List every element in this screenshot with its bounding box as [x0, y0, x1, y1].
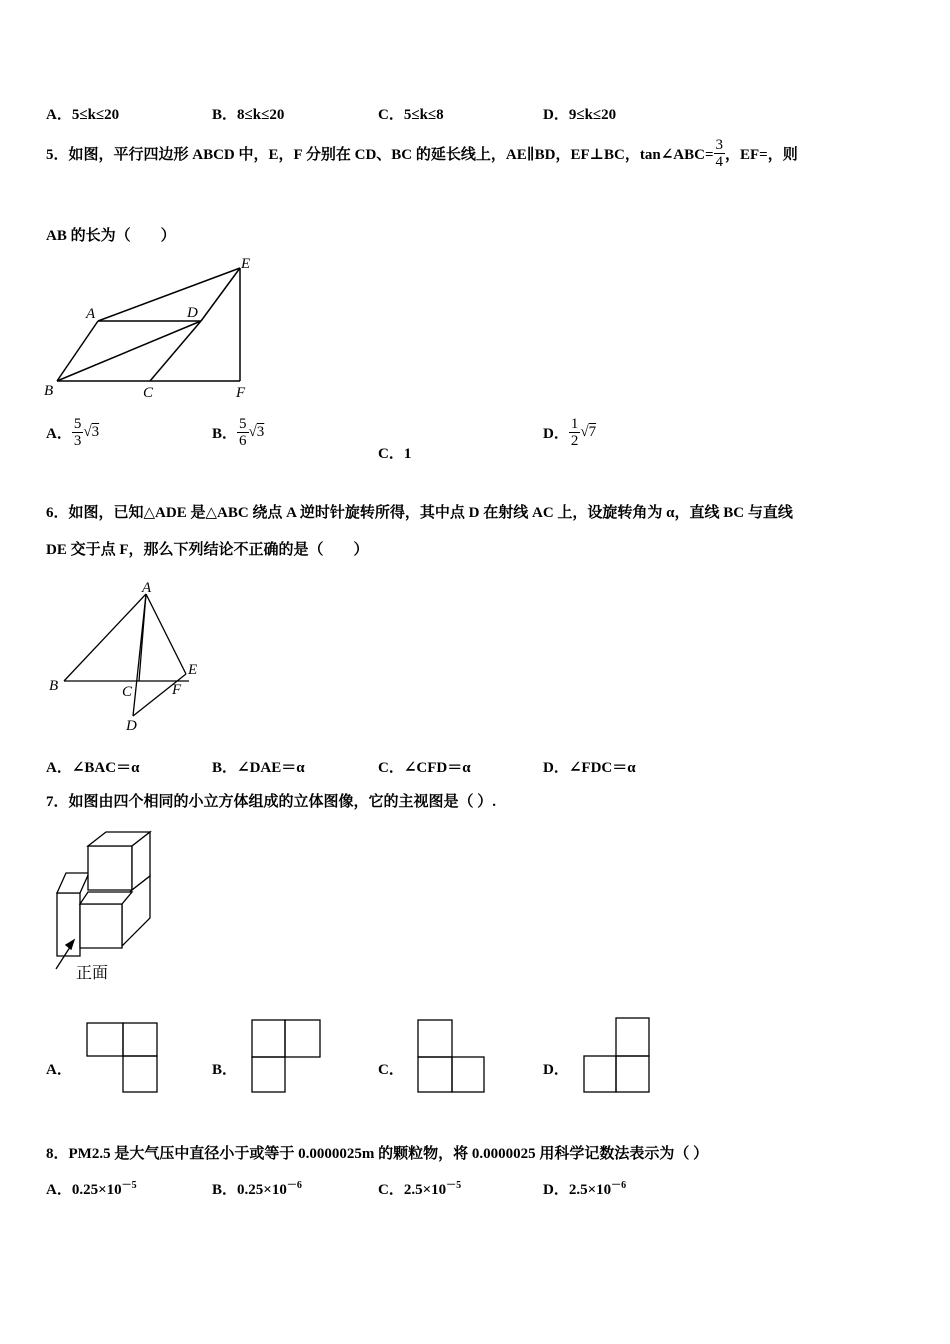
q6-option-b[interactable]: B．∠DAE＝α [212, 760, 305, 776]
q5-label-a: A [86, 306, 96, 322]
q6-label-f: F [172, 682, 182, 698]
q4-option-d[interactable]: D．9≤k≤20 [543, 107, 617, 123]
q4-option-c[interactable]: C．5≤k≤8 [378, 107, 444, 123]
q5-tan-fraction: $\frac{3}{4}$ [715, 137, 724, 170]
q6-option-d[interactable]: D．∠FDC＝α [543, 760, 636, 776]
q6-label-a: A [142, 580, 152, 596]
q4-option-a[interactable]: A．5≤k≤20 [46, 107, 120, 123]
q5-option-c[interactable]: C．1 [378, 446, 412, 462]
q6-label-e: E [188, 662, 198, 678]
q5-label-b: B [44, 383, 54, 399]
q7-option-d-figure [584, 1018, 649, 1092]
q7-option-c-label[interactable]: C． [378, 1062, 404, 1078]
q6-stem-line1: 6．如图，已知△ADE 是△ABC 绕点 A 逆时针旋转所得，其中点 D 在射线 AC 上，设旋转角为 α，直线 BC 与直线 [46, 505, 793, 521]
q8-option-c[interactable]: C．$2.5\times 10^{-5}$ [378, 1180, 462, 1198]
q7-option-b-figure [252, 1020, 320, 1092]
q6-option-c[interactable]: C．∠CFD＝α [378, 760, 471, 776]
q7-option-a-label[interactable]: A． [46, 1062, 72, 1078]
q5-option-a[interactable]: A． $\frac{5}{3}$ √3 [46, 416, 100, 449]
q4-option-b[interactable]: B．8≤k≤20 [212, 107, 285, 123]
q5-label-d: D [187, 305, 198, 321]
q5-label-c: C [143, 385, 154, 401]
q8-option-b[interactable]: B．$0.25\times 10^{-6}$ [212, 1180, 302, 1198]
q5-stem: 5．如图，平行四边形 ABCD 中，E，F 分别在 CD、BC 的延长线上，AE∥BD，EF⊥BC，tan∠ABC= $\frac{3}{4}$ ，EF=，则 [46, 137, 798, 170]
q7-option-c-figure [418, 1020, 484, 1092]
q8-option-a[interactable]: A．$0.25\times 10^{-5}$ [46, 1180, 137, 1198]
q7-option-a-figure [87, 1023, 157, 1092]
q6-option-a[interactable]: A．∠BAC＝α [46, 760, 140, 776]
q5-option-b[interactable]: B． $\frac{5}{6}$ √3 [212, 416, 265, 449]
q5-stem-line2: AB 的长为（ ） [46, 228, 176, 244]
q6-label-b: B [49, 678, 59, 694]
q8-stem: 8．PM2.5 是大气压中直径小于或等于 0.0000025m 的颗粒物，将 0.0000025 用科学记数法表示为（ ） [46, 1146, 709, 1162]
q7-option-d-label[interactable]: D． [543, 1062, 569, 1078]
q8-option-d[interactable]: D．$2.5\times 10^{-6}$ [543, 1180, 627, 1198]
q7-option-b-label[interactable]: B． [212, 1062, 238, 1078]
q6-label-c: C [122, 684, 133, 700]
q7-stem: 7．如图由四个相同的小立方体组成的立体图像，它的主视图是（ ）. [46, 794, 497, 810]
q5-label-f: F [236, 385, 246, 401]
q5-option-d[interactable]: D． $\frac{1}{2}$ √7 [543, 416, 597, 449]
q5-label-e: E [241, 256, 251, 272]
q6-label-d: D [126, 718, 137, 734]
q7-front-label: 正面 [76, 965, 109, 982]
q6-stem-line2: DE 交于点 F，那么下列结论不正确的是（ ） [46, 542, 369, 558]
